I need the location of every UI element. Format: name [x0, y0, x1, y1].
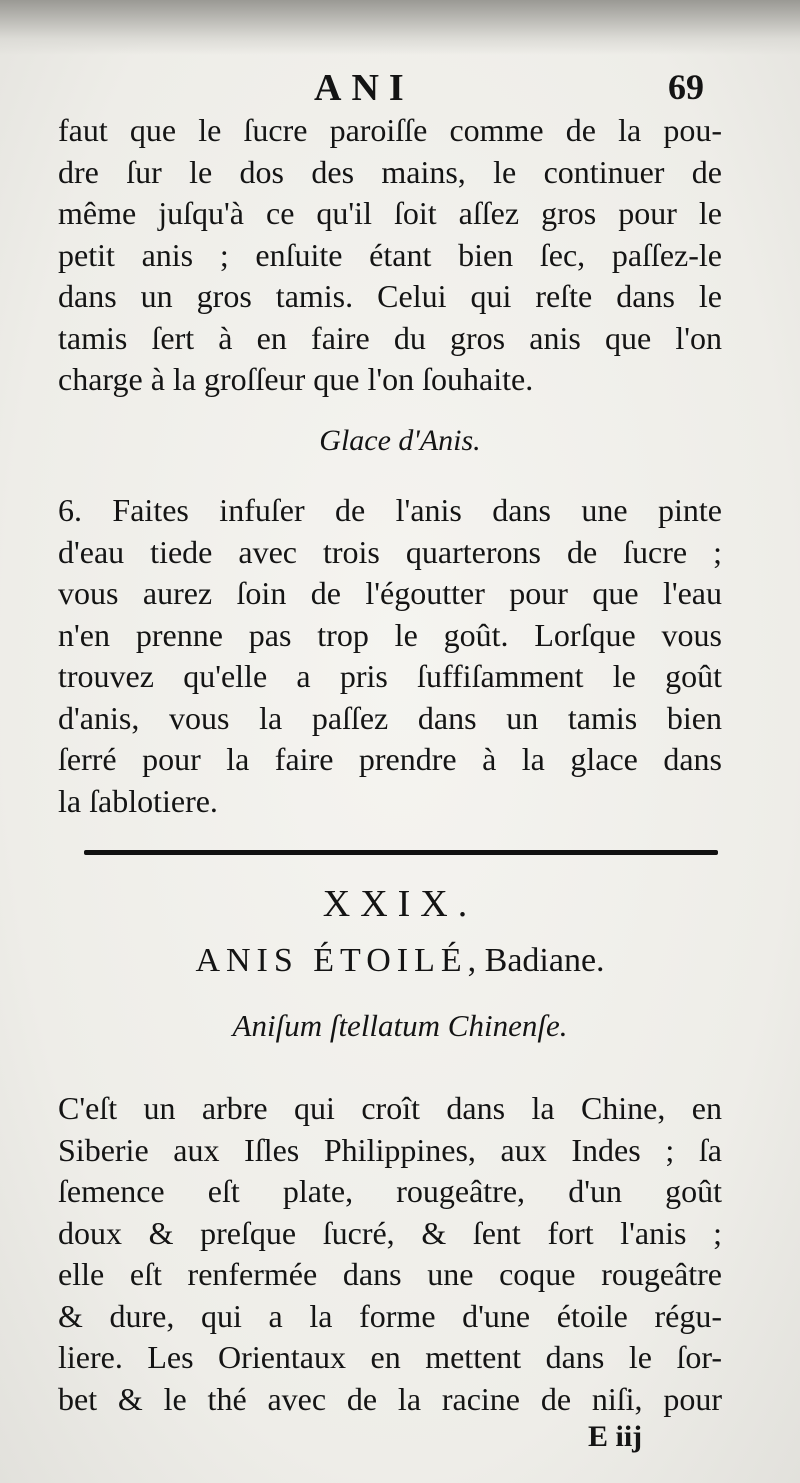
- chapter-title-rest: , Badiane.: [467, 942, 605, 979]
- text-line: dre ſur le dos des mains, le continuer de: [58, 153, 722, 190]
- section-divider-rule: [84, 850, 718, 855]
- text-line: bet & le thé avec de la racine de niſi, pour: [58, 1380, 722, 1417]
- page-top-shadow: [0, 0, 800, 55]
- text-line: & dure, qui a la forme d'une étoile régu-: [58, 1297, 722, 1334]
- text-line: d'eau tiede avec trois quarterons de ſucre ;: [58, 533, 722, 570]
- signature-mark: E iij: [588, 1420, 643, 1453]
- section-subheading: Glace d'Anis.: [319, 424, 481, 457]
- text-line: ſemence eſt plate, rougeâtre, d'un goût: [58, 1173, 722, 1209]
- text-line: n'en prenne pas trop le goût. Lorſque vous: [58, 616, 722, 653]
- chapter-title: [0, 942, 800, 980]
- text-line: doux & preſque ſucré, & ſent fort l'anis ;: [58, 1214, 722, 1251]
- text-line: dans un gros tamis. Celui qui reſte dans le: [58, 278, 722, 314]
- text-line: la ſablotiere.: [58, 782, 218, 819]
- chapter-latin-name: Aniſum ſtellatum Chinenſe.: [232, 1008, 568, 1043]
- text-line: Siberie aux Iſles Philippines, aux Indes ; ſa: [58, 1131, 722, 1168]
- chapter-number: XXIX.: [322, 883, 478, 925]
- chapter-title-caps: ANIS ÉTOILÉ: [195, 942, 468, 979]
- paragraph-1: [58, 110, 722, 401]
- text-line: C'eſt un arbre qui croît dans la Chine, en: [58, 1090, 722, 1126]
- running-head: ANI: [314, 67, 414, 109]
- text-line: tamis ſert à en faire du gros anis que l'on: [58, 319, 722, 356]
- paragraph-2: [58, 490, 722, 822]
- text-line: petit anis ; enſuite étant bien ſec, paſſez-le: [58, 236, 722, 273]
- text-line: d'anis, vous la paſſez dans un tamis bien: [58, 699, 722, 736]
- text-line: trouvez qu'elle a pris ſuffiſamment le goût: [58, 658, 722, 694]
- text-line: ſerré pour la faire prendre à la glace dans: [58, 741, 722, 777]
- text-line: charge à la groſſeur que l'on ſouhaite.: [58, 361, 534, 397]
- text-line: faut que le ſucre paroiſſe comme de la pou-: [58, 112, 722, 148]
- text-line: vous aurez ſoin de l'égoutter pour que l'eau: [58, 575, 722, 611]
- text-line: 6. Faites infuſer de l'anis dans une pinte: [58, 492, 722, 528]
- page-number: 69: [668, 67, 704, 107]
- page-header: [0, 62, 800, 112]
- paragraph-3: [58, 1088, 722, 1420]
- text-line: même juſqu'à ce qu'il ſoit aſſez gros pour le: [58, 195, 722, 231]
- text-line: liere. Les Orientaux en mettent dans le ſor-: [58, 1339, 722, 1375]
- text-line: elle eſt renfermée dans une coque rougeâtre: [58, 1256, 722, 1292]
